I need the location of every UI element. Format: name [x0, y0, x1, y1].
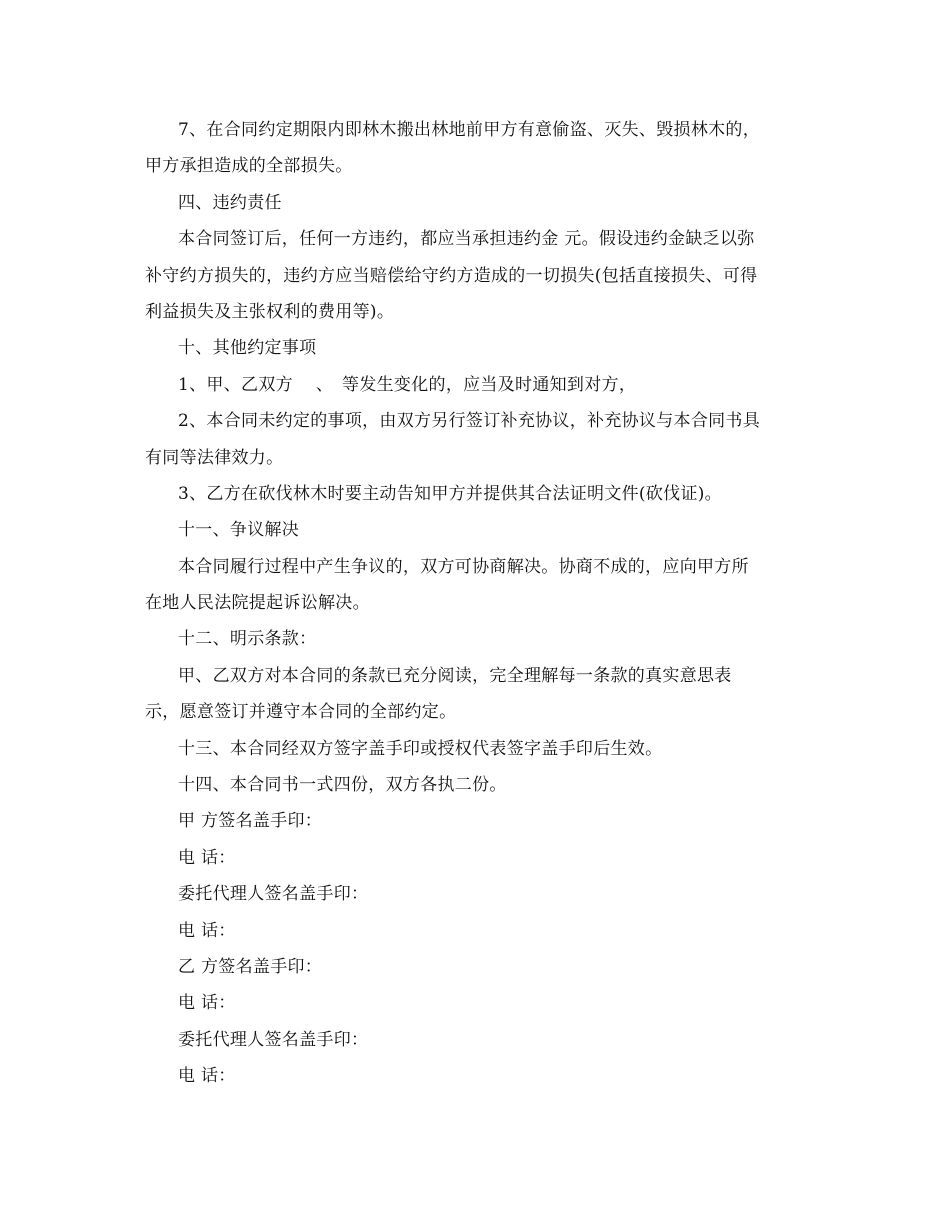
section-heading-breach: 四、违约责任 [178, 192, 282, 213]
party-b-agent-signature-label: 委托代理人签名盖手印： [178, 1029, 369, 1050]
party-b-signature-label: 乙 方签名盖手印： [178, 956, 323, 977]
section-heading-dispute: 十一、争议解决 [178, 520, 300, 541]
other-terms-item-1: 1、甲、乙双方 、 等发生变化的，应当及时通知到对方， [178, 374, 637, 395]
clause-7-line-2: 甲方承担造成的全部损失。 [145, 156, 353, 177]
clause-7-line-1: 7、在合同约定期限内即林木搬出林地前甲方有意偷盗、灭失、毁损林木的， [178, 120, 761, 140]
section-13-effective: 十三、本合同经双方签字盖手印或授权代表签字盖手印后生效。 [178, 738, 663, 759]
other-terms-item-2-line-1: 2、本合同未约定的事项，由双方另行签订补充协议，补充协议与本合同书具 [178, 411, 761, 432]
section-heading-explicit-terms: 十二、明示条款： [178, 629, 317, 650]
breach-paragraph-line-3: 利益损失及主张权利的费用等)。 [145, 301, 395, 322]
dispute-paragraph-line-2: 在地人民法院提起诉讼解决。 [145, 593, 370, 614]
other-terms-item-2-line-2: 有同等法律效力。 [145, 447, 284, 468]
party-b-phone-label: 电 话： [178, 993, 236, 1014]
section-heading-other-terms: 十、其他约定事项 [178, 338, 317, 359]
breach-paragraph-line-1: 本合同签订后，任何一方违约，都应当承担违约金 元。假设违约金缺乏以弥 [178, 229, 755, 250]
party-a-signature-label: 甲 方签名盖手印： [178, 811, 323, 832]
party-a-agent-phone-label: 电 话： [178, 920, 236, 941]
explicit-terms-line-2: 示，愿意签订并遵守本合同的全部约定。 [145, 702, 457, 723]
breach-paragraph-line-2: 补守约方损失的，违约方应当赔偿给守约方造成的一切损失(包括直接损失、可得 [145, 265, 758, 286]
party-b-agent-phone-label: 电 话： [178, 1066, 236, 1087]
dispute-paragraph-line-1: 本合同履行过程中产生争议的，双方可协商解决。协商不成的，应向甲方所 [178, 556, 749, 577]
document-body [145, 112, 807, 1095]
section-14-copies: 十四、本合同书一式四份，双方各执二份。 [178, 775, 507, 796]
other-terms-item-3: 3、乙方在砍伐林木时要主动告知甲方并提供其合法证明文件(砍伐证)。 [178, 483, 722, 504]
party-a-phone-label: 电 话： [178, 847, 236, 868]
party-a-agent-signature-label: 委托代理人签名盖手印： [178, 884, 369, 905]
explicit-terms-line-1: 甲、乙双方对本合同的条款已充分阅读，完全理解每一条款的真实意思表 [178, 665, 732, 686]
